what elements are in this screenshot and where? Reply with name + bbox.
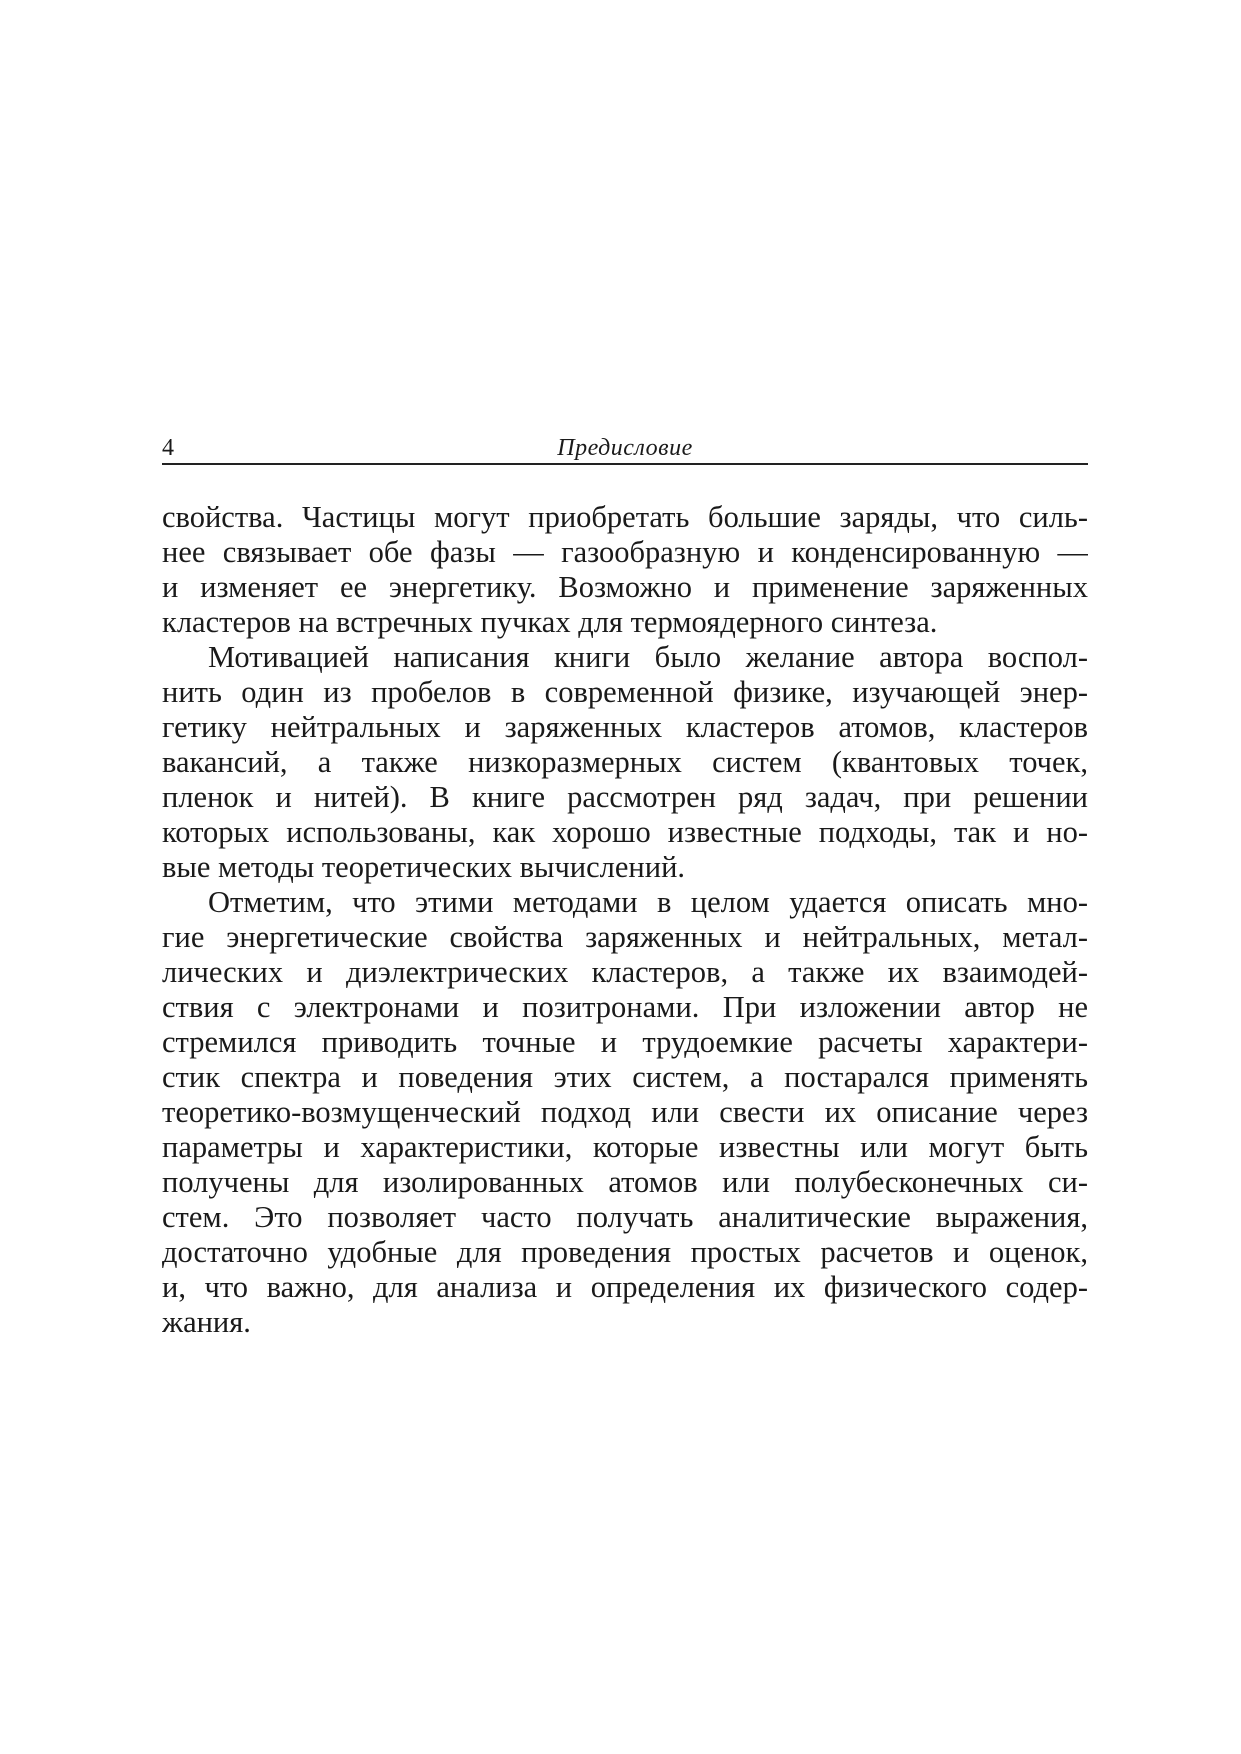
- text-line: ствия с электронами и позитронами. При изложении автор не: [162, 990, 1088, 1024]
- text-line: свойства. Частицы могут приобретать большие заряды, что силь-: [162, 500, 1088, 534]
- text-line: вые методы теоретических вычислений.: [162, 850, 686, 884]
- text-line: лических и диэлектрических кластеров, а также их взаимодей-: [162, 955, 1088, 989]
- paragraph-3: [162, 885, 1088, 1340]
- text-line: жания.: [162, 1305, 251, 1339]
- paragraph-2: [162, 640, 1088, 885]
- text-line: которых использованы, как хорошо известные подходы, так и но-: [162, 815, 1088, 849]
- page-number: 4: [162, 435, 174, 461]
- body-text: [162, 500, 1088, 1340]
- text-line: кластеров на встречных пучках для термоядерного синтеза.: [162, 605, 938, 639]
- text-line: пленок и нитей). В книге рассмотрен ряд задач, при решении: [162, 780, 1088, 814]
- text-line: вакансий, а также низкоразмерных систем (квантовых точек,: [162, 745, 1088, 779]
- text-line: параметры и характеристики, которые известны или могут быть: [162, 1130, 1088, 1164]
- text-line: стик спектра и поведения этих систем, а постарался применять: [162, 1060, 1088, 1094]
- text-line: гетику нейтральных и заряженных кластеров атомов, кластеров: [162, 710, 1088, 744]
- paragraph-1: [162, 500, 1088, 640]
- text-line: нить один из пробелов в современной физике, изучающей энер-: [162, 675, 1088, 709]
- page-header: [162, 433, 1088, 465]
- text-line: Отметим, что этими методами в целом удается описать мно-: [208, 885, 1088, 919]
- text-line: получены для изолированных атомов или полубесконечных си-: [162, 1165, 1088, 1199]
- text-line: достаточно удобные для проведения простых расчетов и оценок,: [162, 1235, 1088, 1269]
- text-line: Мотивацией написания книги было желание автора воспол-: [208, 640, 1088, 674]
- text-line: гие энергетические свойства заряженных и нейтральных, метал-: [162, 920, 1088, 954]
- text-line: стем. Это позволяет часто получать аналитические выражения,: [162, 1200, 1088, 1234]
- text-line: и, что важно, для анализа и определения их физического содер-: [162, 1270, 1088, 1304]
- text-line: стремился приводить точные и трудоемкие расчеты характери-: [162, 1025, 1088, 1059]
- text-line: теоретико-возмущенческий подход или свести их описание через: [162, 1095, 1088, 1129]
- text-line: нее связывает обе фазы — газообразную и конденсированную —: [162, 535, 1088, 569]
- running-title: Предисловие: [557, 435, 693, 461]
- text-line: и изменяет ее энергетику. Возможно и применение заряженных: [162, 570, 1088, 604]
